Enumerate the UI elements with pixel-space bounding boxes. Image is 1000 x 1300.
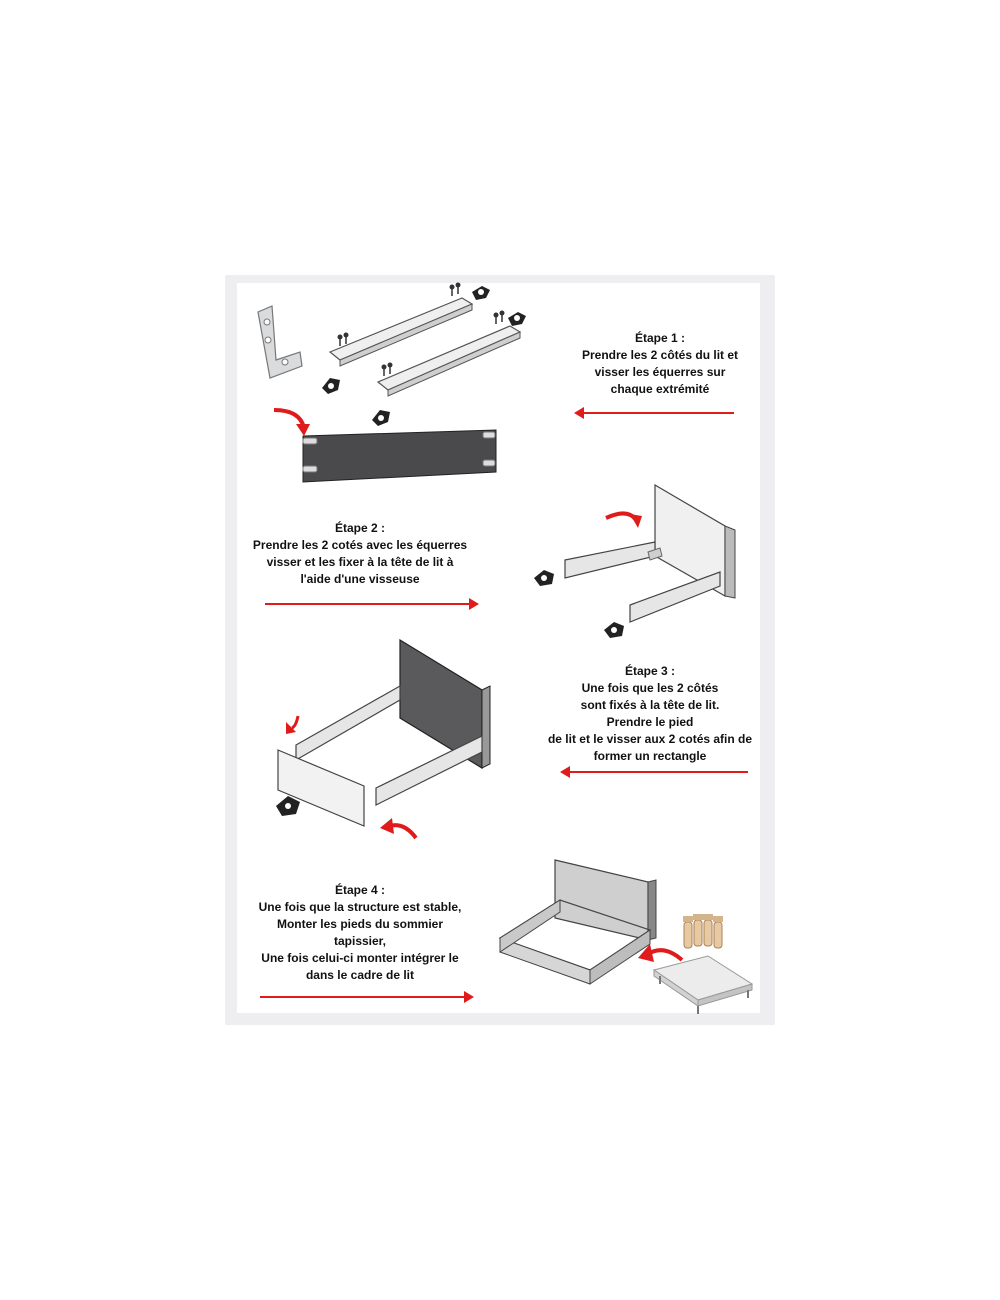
step2-arrow [265,603,471,605]
step3-title: Étape 3 : [624,664,675,678]
step3-text [540,663,760,765]
step3-arrow [568,771,748,773]
step3-line-3: Prendre le pied [606,715,694,729]
step1-arrow [582,412,734,414]
step4-text [250,882,470,984]
step2-line-2: visser et les fixer à la tête de lit à [266,555,454,569]
step3-line-2: sont fixés à la tête de lit. [580,698,720,712]
step2-line-1: Prendre les 2 cotés avec les équerres [252,538,468,552]
step1-line-1: Prendre les 2 côtés du lit et [581,348,739,362]
step4-line-4: Une fois celui-ci monter intégrer le [261,951,459,965]
step1-line-3: chaque extrémité [610,382,710,396]
step1-line-2: visser les équerres sur [594,365,726,379]
step4-line-3: tapissier, [333,934,387,948]
step3-line-5: former un rectangle [593,749,707,763]
step2-title: Étape 2 : [334,521,385,535]
step4-line-5: dans le cadre de lit [305,968,415,982]
step3-line-4: de lit et le visser aux 2 cotés afin de [547,732,753,746]
step2-text [240,520,480,588]
step3-line-1: Une fois que les 2 côtés [581,681,719,695]
step4-title: Étape 4 : [334,883,385,897]
step4-line-2: Monter les pieds du sommier [276,917,444,931]
step4-line-1: Une fois que la structure est stable, [258,900,462,914]
step1-text [560,330,760,398]
step2-line-3: l'aide d'une visseuse [300,572,420,586]
step1-title: Étape 1 : [634,331,685,345]
step4-arrow [260,996,466,998]
